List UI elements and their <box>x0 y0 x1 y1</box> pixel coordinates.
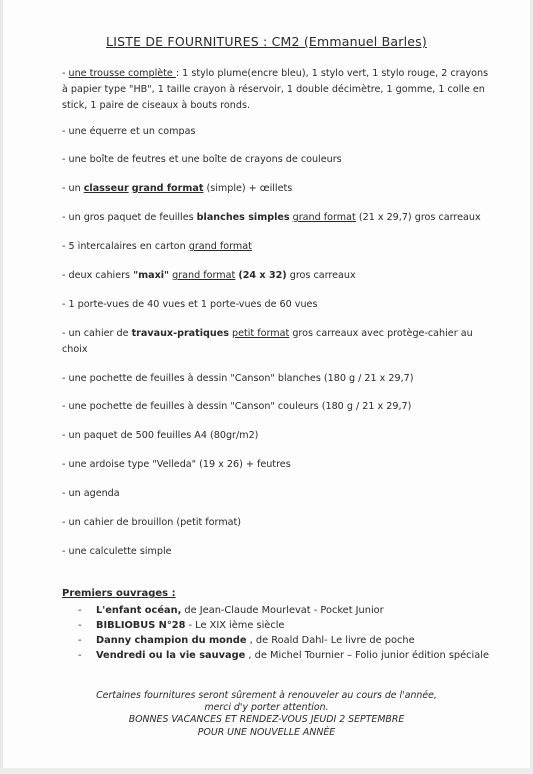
item-maxi-post: gros carreaux <box>286 270 356 281</box>
item-trousse-text: : 1 stylo plume(encre bleu), 1 stylo vert, 1 stylo rouge, 2 crayons à papier type "HB", 1 taille crayon à réservoir, 1 double décimètre, 1 gomme, 1 colle en stick, 1 paire de ciseaux à bouts ronds. <box>62 68 489 111</box>
item-feuilles-pre: - un gros paquet de feuilles <box>62 212 197 223</box>
item-intercalaires-format: grand format <box>188 241 252 252</box>
item-feuilles-bold: blanches simples <box>196 212 290 223</box>
item-tp-format: petit format <box>232 328 290 339</box>
book-details: , de Roald Dahl- Le livre de poche <box>246 635 415 646</box>
item-feutres: - une boîte de feutres et une boîte de crayons de couleurs <box>62 154 342 165</box>
book-item <box>78 648 489 664</box>
book-details: - Le XIX ième siècle <box>185 620 285 631</box>
item-equerre: - une équerre et un compas <box>62 126 196 137</box>
item-trousse <box>62 66 492 114</box>
item-classeur-post: (simple) + œillets <box>203 183 293 194</box>
book-title: Danny champion du monde <box>96 635 247 646</box>
books-heading: Premiers ouvrages : <box>62 588 176 599</box>
item-maxi-size: (24 x 32) <box>238 270 287 281</box>
item-classeur <box>62 181 492 197</box>
item-tp-post: gros carreaux avec protège-cahier au choix <box>62 328 473 355</box>
item-feuilles-post: (21 x 29,7) gros carreaux <box>355 212 481 223</box>
item-paquet-a4: - un paquet de 500 feuilles A4 (80gr/m2) <box>62 430 259 441</box>
item-classeur-word: classeur <box>83 183 129 194</box>
book-dash: - <box>78 605 82 616</box>
item-canson-couleurs: - une pochette de feuilles à dessin "Canson" couleurs (180 g / 21 x 29,7) <box>62 401 412 412</box>
footer-line: merci d'y porter attention. <box>204 702 329 714</box>
book-title: Vendredi ou la vie sauvage <box>96 650 246 661</box>
book-dash: - <box>78 620 82 631</box>
item-tp-pre: - un cahier de <box>62 328 132 339</box>
book-item <box>78 618 284 634</box>
item-calculette: - une calculette simple <box>62 546 172 557</box>
book-details: , de Michel Tournier – Folio junior édition spéciale <box>245 650 490 661</box>
item-classeur-pre: - un <box>62 183 84 194</box>
item-tp <box>62 326 492 358</box>
book-item <box>78 603 384 619</box>
scan-edge-left <box>0 0 3 774</box>
item-cahiers-maxi <box>62 268 492 284</box>
item-ardoise: - une ardoise type "Velleda" (19 x 26) + feutres <box>62 459 291 470</box>
book-dash: - <box>78 635 82 646</box>
footer-line: BONNES VACANCES ET RENDEZ-VOUS JEUDI 2 SEPTEMBRE <box>128 714 405 726</box>
item-canson-blanches: - une pochette de feuilles à dessin "Canson" blanches (180 g / 21 x 29,7) <box>62 373 414 384</box>
book-item <box>78 633 415 649</box>
footer-line: POUR UNE NOUVELLE ANNÉE <box>197 726 336 738</box>
item-feuilles <box>62 210 492 226</box>
book-title: L'enfant océan, <box>96 605 182 616</box>
item-intercalaires-pre: - 5 intercalaires en carton <box>62 241 189 252</box>
footer-note <box>0 690 533 739</box>
item-maxi-bold: "maxi" <box>133 270 170 281</box>
item-dash: - <box>62 68 69 79</box>
item-maxi-pre: - deux cahiers <box>62 270 134 281</box>
book-details: de Jean-Claude Mourlevat - Pocket Junior <box>181 605 384 616</box>
item-brouillon: - un cahier de brouillon (petit format) <box>62 517 242 528</box>
book-dash: - <box>78 650 82 661</box>
document-title: LISTE DE FOURNITURES : CM2 (Emmanuel Barles) <box>106 34 427 49</box>
item-maxi-format: grand format <box>172 270 236 281</box>
item-trousse-label: une trousse complète <box>68 68 176 79</box>
item-intercalaires <box>62 239 492 255</box>
item-tp-bold: travaux-pratiques <box>131 328 229 339</box>
book-title: BIBLIOBUS N°28 <box>96 620 186 631</box>
item-agenda: - un agenda <box>62 488 120 499</box>
item-classeur-format: grand format <box>131 183 204 194</box>
footer-line: Certaines fournitures seront sûrement à renouveler au cours de l'année, <box>96 690 437 701</box>
item-feuilles-format: grand format <box>292 212 356 223</box>
scan-edge-bottom <box>0 768 533 774</box>
item-porte-vues: - 1 porte-vues de 40 vues et 1 porte-vues de 60 vues <box>62 299 318 310</box>
